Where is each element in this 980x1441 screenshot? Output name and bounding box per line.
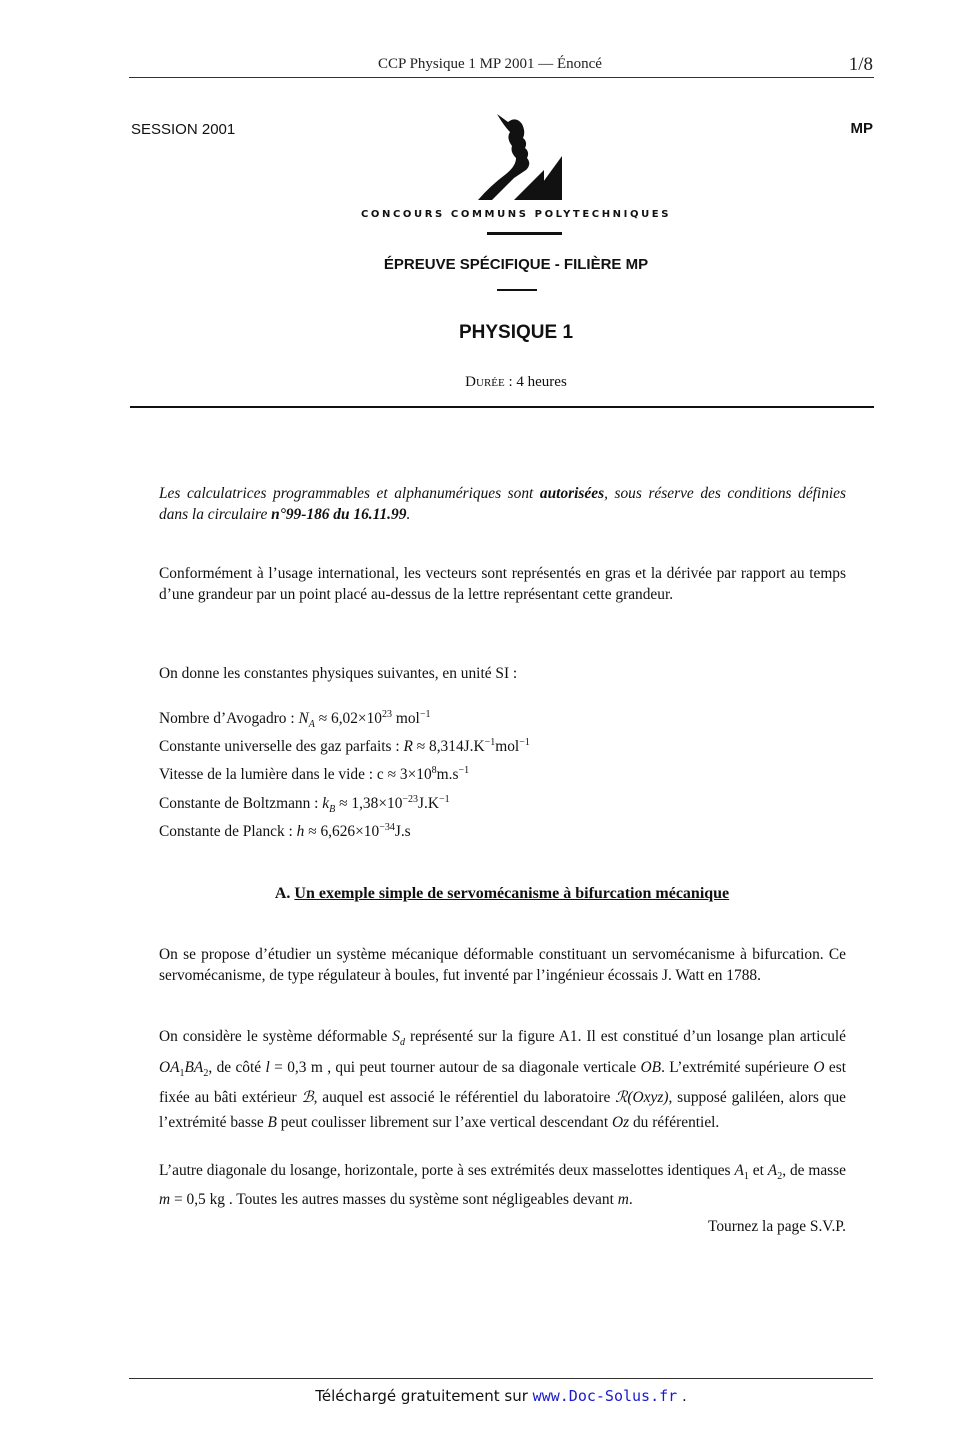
footer	[0, 1387, 980, 1405]
math-symbol: Oz	[612, 1113, 630, 1131]
constant-planck	[159, 822, 411, 841]
math-symbol: B	[267, 1113, 277, 1131]
section-title: Un exemple simple de servomécanisme à bifurcation mécanique	[294, 885, 730, 902]
const-value: ≈ 8,314J.K	[412, 738, 485, 756]
const-exponent: 23	[382, 709, 393, 720]
text-run: , auquel est associé le référentiel du laboratoire	[313, 1089, 616, 1107]
const-label: Constante universelle des gaz parfaits :	[159, 738, 404, 756]
const-unit: J.s	[394, 823, 411, 841]
text-run: représenté sur la figure A1. Il est constitué d’un losange plan articulé	[405, 1028, 846, 1045]
footer-end: .	[677, 1387, 687, 1405]
const-value: ≈ 6,626×10	[304, 823, 380, 841]
running-header-title: CCP Physique 1 MP 2001 — Énoncé	[378, 56, 602, 72]
text-run: L’autre diagonale du losange, horizontale, porte à ses extrémités deux masselottes identiques	[159, 1162, 735, 1179]
math-symbol: S	[392, 1028, 400, 1045]
footer-text: Téléchargé gratuitement sur	[315, 1387, 533, 1405]
math-subscript: 1	[743, 1171, 749, 1183]
math-symbol: m	[617, 1191, 629, 1209]
const-label: Vitesse de la lumière dans le vide : c ≈ 3×10	[159, 766, 432, 784]
constants-intro: On donne les constantes physiques suivantes, en unité SI :	[159, 665, 518, 682]
epreuve-title: ÉPREUVE SPÉCIFIQUE - FILIÈRE MP	[383, 256, 649, 273]
logo-profile-shape	[478, 114, 529, 200]
const-unit: m.s	[436, 766, 459, 784]
const-unit: J.K	[418, 795, 439, 813]
const-label: Constante de Planck :	[159, 823, 297, 841]
const-unit: mol	[495, 738, 520, 756]
const-exponent: −23	[402, 794, 419, 805]
constant-lumiere	[159, 765, 469, 784]
text-run: est fixée au bâti extérieur	[159, 1058, 846, 1107]
header-rule	[129, 77, 874, 78]
const-exponent: −34	[379, 822, 395, 833]
math-symbol: OA	[159, 1058, 180, 1076]
const-subscript: B	[329, 804, 336, 816]
math-subscript: 2	[203, 1067, 209, 1079]
math-subscript: d	[400, 1037, 405, 1049]
const-value: ≈ 1,38×10	[335, 795, 403, 813]
const-label: Nombre d’Avogadro :	[159, 710, 299, 728]
cover-rule	[130, 406, 874, 408]
text-run: peut coulisser librement sur l’axe vertical descendant	[276, 1113, 613, 1131]
math-subscript: 2	[777, 1171, 783, 1183]
math-symbol: A	[767, 1162, 778, 1179]
const-label: Constante de Boltzmann :	[159, 795, 323, 813]
page-number: 1/8	[848, 54, 873, 75]
const-symbol: k	[322, 795, 330, 813]
duration-value: : 4 heures	[504, 374, 567, 390]
constant-boltzmann	[159, 794, 450, 815]
math-symbol: l	[265, 1058, 270, 1076]
filiere-code: MP	[850, 120, 873, 137]
calc-authorized: autorisées	[539, 485, 605, 502]
const-unit-exponent: −1	[419, 709, 431, 720]
const-unit-exponent: −1	[519, 737, 530, 748]
logo-underline	[487, 232, 562, 235]
notation-paragraph: Conformément à l’usage international, les vecteurs sont représentés en gras et la dérivée par rapport au temps d’une grandeur par un point placé au-dessus de la lettre représentant cette grandeur.	[159, 565, 846, 603]
const-exponent: −1	[484, 737, 496, 748]
ccp-logo-icon	[470, 108, 570, 208]
text-run: = 0,5 kg . Toutes les autres masses du système sont négligeables devant	[170, 1191, 618, 1209]
text-run: du référentiel.	[629, 1113, 720, 1131]
math-symbol: ℬ	[301, 1089, 314, 1107]
math-symbol: BA	[184, 1058, 204, 1076]
subject-title: PHYSIQUE 1	[458, 322, 574, 343]
section-a-heading	[0, 885, 980, 903]
const-symbol: R	[403, 738, 413, 756]
text-run: . L’extrémité supérieure	[661, 1058, 814, 1076]
text-run: et	[748, 1162, 768, 1179]
duration-label: Durée	[465, 374, 505, 390]
math-symbol: m	[159, 1191, 171, 1209]
footer-rule	[129, 1378, 873, 1379]
text-run: , de côté	[208, 1058, 266, 1076]
calc-text-1: Les calculatrices programmables et alphanumériques sont	[159, 485, 540, 502]
math-symbol: O	[813, 1058, 825, 1076]
text-run: On considère le système déformable	[159, 1028, 393, 1045]
section-letter: A.	[274, 885, 295, 902]
text-run: .	[628, 1191, 633, 1209]
concours-name: CONCOURS COMMUNS POLYTECHNIQUES	[360, 209, 672, 220]
text-run: = 0,3 m , qui peut tourner autour de sa diagonale verticale	[269, 1058, 641, 1076]
duration	[0, 374, 980, 391]
math-symbol: OB	[640, 1058, 662, 1076]
section-a-paragraph-2	[159, 1025, 846, 1135]
text-run: , supposé galiléen, alors que l’extrémité basse	[159, 1089, 846, 1131]
title-separator	[497, 289, 537, 291]
const-subscript: A	[308, 719, 315, 731]
math-subscript: 1	[179, 1067, 185, 1079]
section-a-paragraph-3	[159, 1159, 846, 1211]
section-a-paragraph-1: On se propose d’étudier un système mécanique déformable constituant un servomécanisme à bifurcation. Ce servomécanisme, de type régulateur à boules, fut inventé par l’ingénieur écossais J. Watt en 1788.	[159, 946, 846, 984]
turn-page-note: Tournez la page S.V.P.	[708, 1218, 846, 1235]
const-symbol: N	[298, 710, 309, 728]
const-value: ≈ 6,02×10	[314, 710, 383, 728]
const-symbol: h	[296, 823, 305, 841]
constant-avogadro	[159, 709, 430, 730]
const-unit-exponent: −1	[439, 794, 450, 805]
const-unit-exponent: −1	[458, 765, 470, 776]
math-symbol: ℛ(Oxyz)	[615, 1089, 669, 1107]
calc-circular-ref: n°99-186 du 16.11.99	[271, 506, 407, 523]
constant-gaz-parfaits	[159, 737, 530, 756]
footer-link[interactable]: www.Doc-Solus.fr	[532, 1387, 678, 1405]
calculator-notice	[159, 483, 846, 525]
const-unit: mol	[395, 710, 420, 728]
const-exponent: 8	[431, 765, 437, 776]
text-run: , de masse	[782, 1162, 846, 1179]
calc-text-2: , sous réserve des conditions définies dans la circulaire	[159, 485, 847, 523]
math-symbol: A	[734, 1162, 744, 1179]
calc-text-end: .	[406, 506, 411, 523]
session-label: SESSION 2001	[131, 121, 236, 138]
